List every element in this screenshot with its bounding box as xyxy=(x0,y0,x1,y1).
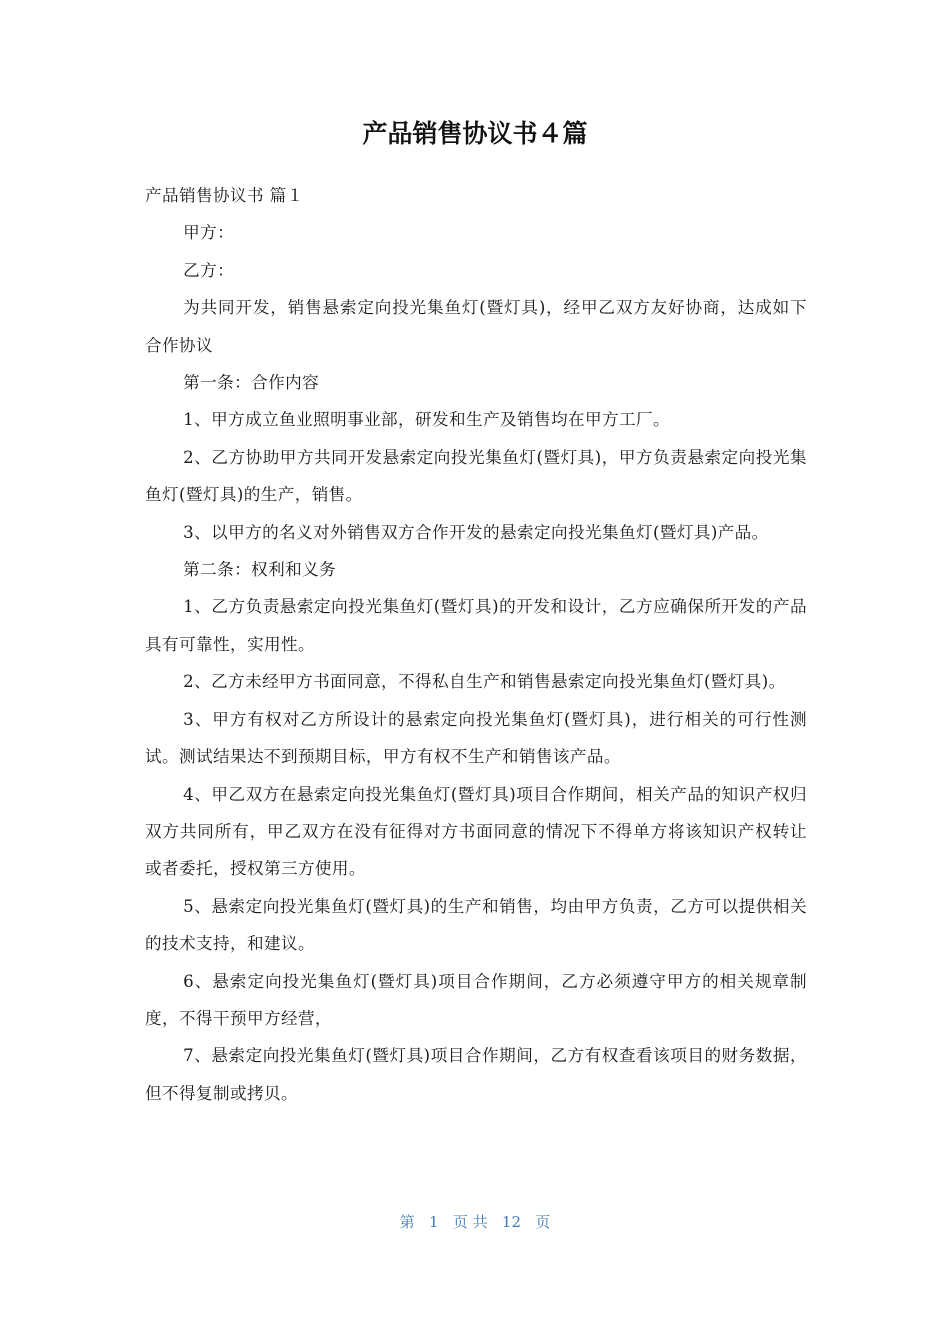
footer-page-label: 第 xyxy=(399,1213,415,1231)
document-body xyxy=(145,177,807,1112)
footer-of-label: 页 共 xyxy=(452,1213,488,1231)
footer-pages-label: 页 xyxy=(535,1213,551,1231)
article-1-heading: 第一条：合作内容 xyxy=(183,373,320,393)
party-b-line: 乙方： xyxy=(183,260,235,280)
article-2-item: 5、悬索定向投光集鱼灯(暨灯具)的生产和销售，均由甲方负责，乙方可以提供相关的技术支持，和建议。 xyxy=(145,896,807,954)
preamble-paragraph: 为共同开发，销售悬索定向投光集鱼灯(暨灯具)，经甲乙双方友好协商，达成如下合作协议 xyxy=(145,298,807,355)
document-title: 产品销售协议书４篇 xyxy=(362,119,588,148)
footer-current-page: 1 xyxy=(428,1213,439,1231)
article-2-item: 4、甲乙双方在悬索定向投光集鱼灯(暨灯具)项目合作期间，相关产品的知识产权归双方共同所有，甲乙双方在没有征得对方书面同意的情况下不得单方将该知识产权转让或者委托，授权第三方使用。 xyxy=(145,784,807,879)
article-1-item: 3、以甲方的名义对外销售双方合作开发的悬索定向投光集鱼灯(暨灯具)产品。 xyxy=(183,522,769,542)
party-a-line: 甲方： xyxy=(183,223,235,243)
article-1-item: 1、甲方成立鱼业照明事业部，研发和生产及销售均在甲方工厂。 xyxy=(183,410,670,430)
article-1-item: 2、乙方协助甲方共同开发悬索定向投光集鱼灯(暨灯具)，甲方负责悬索定向投光集鱼灯(暨灯具)的生产，销售。 xyxy=(145,447,807,505)
article-2-item: 2、乙方未经甲方书面同意，不得私自生产和销售悬索定向投光集鱼灯(暨灯具)。 xyxy=(183,672,786,692)
article-2-item: 7、悬索定向投光集鱼灯(暨灯具)项目合作期间，乙方有权查看该项目的财务数据，但不得复制或拷贝。 xyxy=(145,1046,807,1103)
article-2-item: 1、乙方负责悬索定向投光集鱼灯(暨灯具)的开发和设计，乙方应确保所开发的产品具有可靠性，实用性。 xyxy=(145,597,807,654)
article-2-item: 6、悬索定向投光集鱼灯(暨灯具)项目合作期间，乙方必须遵守甲方的相关规章制度，不得干预甲方经营， xyxy=(145,971,807,1028)
article-2-item: 3、甲方有权对乙方所设计的悬索定向投光集鱼灯(暨灯具)，进行相关的可行性测试。测试结果达不到预期目标，甲方有权不生产和销售该产品。 xyxy=(145,709,807,767)
page-footer xyxy=(0,1209,950,1235)
footer-total-pages: 12 xyxy=(501,1213,522,1231)
section-heading: 产品销售协议书 篇１ xyxy=(145,186,304,205)
article-2-heading: 第二条：权利和义务 xyxy=(183,560,337,580)
